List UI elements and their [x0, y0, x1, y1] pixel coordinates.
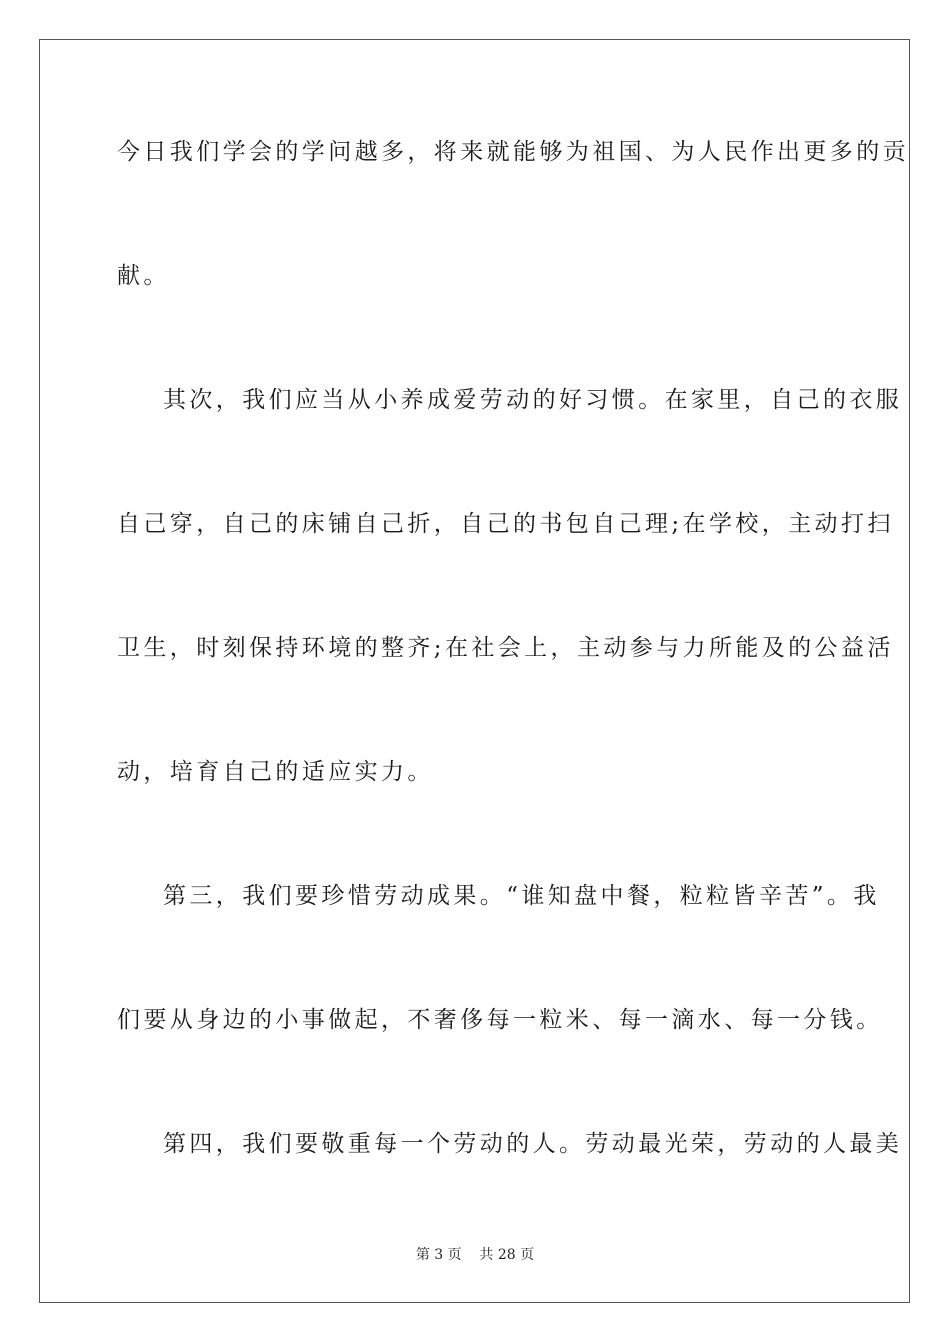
text-line-2: 献。 — [117, 263, 170, 289]
text-line-3: 其次，我们应当从小养成爱劳动的好习惯。在家里，自己的衣服 — [163, 387, 903, 413]
text-line-8: 们要从身边的小事做起，不奢侈每一粒米、每一滴水、每一分钱。 — [117, 1007, 883, 1033]
text-line-4: 自己穿，自己的床铺自己折，自己的书包自己理;在学校，主动打扫 — [117, 511, 894, 537]
text-line-7: 第三，我们要珍惜劳动成果。“谁知盘中餐，粒粒皆辛苦”。我 — [163, 883, 880, 909]
text-line-6: 动，培育自己的适应实力。 — [117, 759, 434, 785]
page-frame — [39, 39, 910, 1303]
page-number-footer: 第 3 页 共 28 页 — [415, 1247, 535, 1263]
text-line-5: 卫生，时刻保持环境的整齐;在社会上，主动参与力所能及的公益活 — [117, 635, 894, 661]
text-line-1: 今日我们学会的学问越多，将来就能够为祖国、为人民作出更多的贡 — [117, 139, 909, 165]
text-line-9: 第四，我们要敬重每一个劳动的人。劳动最光荣，劳动的人最美 — [163, 1131, 903, 1157]
